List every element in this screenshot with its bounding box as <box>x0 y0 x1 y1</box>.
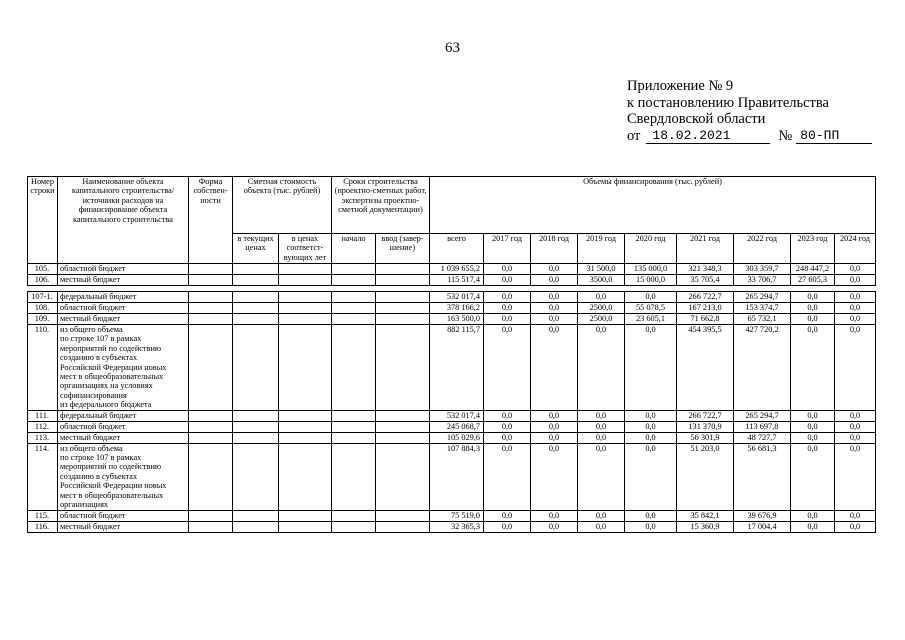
header-estimated-cost: Сметная стоимость объекта (тыс. рублей) <box>233 177 332 234</box>
cell-y2024: 0,0 <box>835 421 876 432</box>
table-row <box>28 264 876 275</box>
cell-total: 532 017,4 <box>430 410 484 421</box>
empty-cell <box>376 510 430 521</box>
cell-y2024: 0,0 <box>835 443 876 510</box>
row-name-cell: из общего объема по строке 107 в рамках мероприятий по содействию созданию в субъектах Российской Федерации новых мест в общеобразовательных организациях <box>58 443 189 510</box>
empty-cell <box>189 264 233 275</box>
empty-cell <box>279 292 332 303</box>
from-label: от <box>627 127 641 144</box>
cell-y2017: 0,0 <box>484 275 531 286</box>
cell-y2024: 0,0 <box>835 275 876 286</box>
empty-cell <box>332 275 376 286</box>
cell-y2021: 56 301,9 <box>677 432 734 443</box>
cell-y2018: 0,0 <box>531 303 578 314</box>
cell-y2021: 454 395,5 <box>677 325 734 411</box>
header-2020: 2020 год <box>625 234 677 264</box>
cell-y2019: 0,0 <box>578 521 625 532</box>
empty-cell <box>376 303 430 314</box>
cell-y2022: 265 294,7 <box>734 410 791 421</box>
cell-total: 115 517,4 <box>430 275 484 286</box>
empty-cell <box>233 264 279 275</box>
cell-y2022: 17 004,4 <box>734 521 791 532</box>
empty-cell <box>233 521 279 532</box>
row-name-cell: местный бюджет <box>58 314 189 325</box>
appendix-header <box>627 78 872 144</box>
empty-cell <box>376 325 430 411</box>
cell-y2017: 0,0 <box>484 421 531 432</box>
cell-y2023: 0,0 <box>791 292 835 303</box>
cell-y2023: 0,0 <box>791 421 835 432</box>
empty-cell <box>279 421 332 432</box>
empty-cell <box>279 521 332 532</box>
cell-y2024: 0,0 <box>835 432 876 443</box>
header-2024: 2024 год <box>835 234 876 264</box>
empty-cell <box>279 275 332 286</box>
empty-cell <box>332 292 376 303</box>
table-row <box>28 410 876 421</box>
cell-y2021: 266 722,7 <box>677 410 734 421</box>
cell-y2019: 0,0 <box>578 410 625 421</box>
cell-total: 245 068,7 <box>430 421 484 432</box>
cell-y2023: 0,0 <box>791 325 835 411</box>
header-2018: 2018 год <box>531 234 578 264</box>
cell-y2019: 0,0 <box>578 325 625 411</box>
decree-number: 80-ПП <box>796 129 872 144</box>
cell-y2020: 135 000,0 <box>625 264 677 275</box>
empty-cell <box>189 292 233 303</box>
header-ownership: Форма собствен-ности <box>189 177 233 264</box>
table-row <box>28 314 876 325</box>
row-number-cell: 116. <box>28 521 58 532</box>
empty-cell <box>233 510 279 521</box>
table-row <box>28 325 876 411</box>
empty-cell <box>376 264 430 275</box>
cell-y2017: 0,0 <box>484 443 531 510</box>
cell-y2017: 0,0 <box>484 521 531 532</box>
cell-y2023: 0,0 <box>791 303 835 314</box>
row-number-cell: 115. <box>28 510 58 521</box>
cell-y2024: 0,0 <box>835 521 876 532</box>
cell-y2018: 0,0 <box>531 510 578 521</box>
cell-y2020: 0,0 <box>625 432 677 443</box>
cell-y2021: 167 213,0 <box>677 303 734 314</box>
row-number-cell: 112. <box>28 421 58 432</box>
decree-date: 18.02.2021 <box>646 129 770 144</box>
cell-y2020: 0,0 <box>625 421 677 432</box>
table-row <box>28 292 876 303</box>
empty-cell <box>376 421 430 432</box>
header-2021: 2021 год <box>677 234 734 264</box>
number-label: № <box>778 127 793 144</box>
header-2017: 2017 год <box>484 234 531 264</box>
empty-cell <box>189 421 233 432</box>
empty-cell <box>279 432 332 443</box>
row-name-cell: федеральный бюджет <box>58 292 189 303</box>
table-row <box>28 432 876 443</box>
header-object-name: Наименование объекта капитального строительства/ источники расходов на финансирование объекта капитального строительства <box>58 177 189 264</box>
empty-cell <box>279 303 332 314</box>
row-number-cell: 111. <box>28 410 58 421</box>
empty-cell <box>233 432 279 443</box>
cell-y2022: 48 727,7 <box>734 432 791 443</box>
empty-cell <box>189 325 233 411</box>
header-start: начало <box>332 234 376 264</box>
empty-cell <box>332 410 376 421</box>
header-financing: Объемы финансирования (тыс. рублей) <box>430 177 876 234</box>
cell-y2024: 0,0 <box>835 314 876 325</box>
row-name-cell: местный бюджет <box>58 521 189 532</box>
empty-cell <box>332 303 376 314</box>
empty-cell <box>279 510 332 521</box>
empty-cell <box>189 314 233 325</box>
empty-cell <box>279 410 332 421</box>
empty-cell <box>376 521 430 532</box>
cell-y2020: 23 605,1 <box>625 314 677 325</box>
cell-total: 107 884,3 <box>430 443 484 510</box>
cell-y2018: 0,0 <box>531 421 578 432</box>
header-2019: 2019 год <box>578 234 625 264</box>
header-row-number: Номер строки <box>28 177 58 264</box>
cell-y2020: 0,0 <box>625 443 677 510</box>
cell-y2022: 56 681,3 <box>734 443 791 510</box>
cell-y2019: 0,0 <box>578 432 625 443</box>
cell-y2024: 0,0 <box>835 303 876 314</box>
cell-y2017: 0,0 <box>484 292 531 303</box>
cell-y2023: 0,0 <box>791 510 835 521</box>
empty-cell <box>233 421 279 432</box>
table-row <box>28 275 876 286</box>
empty-cell <box>189 510 233 521</box>
cell-y2020: 0,0 <box>625 292 677 303</box>
cell-y2024: 0,0 <box>835 292 876 303</box>
cell-y2023: 0,0 <box>791 521 835 532</box>
empty-cell <box>189 303 233 314</box>
row-number-cell: 110. <box>28 325 58 411</box>
header-2023: 2023 год <box>791 234 835 264</box>
table-row <box>28 521 876 532</box>
row-number-cell: 107-1. <box>28 292 58 303</box>
row-name-cell: местный бюджет <box>58 275 189 286</box>
empty-cell <box>376 410 430 421</box>
table-row <box>28 421 876 432</box>
cell-y2017: 0,0 <box>484 432 531 443</box>
cell-y2019: 3500,0 <box>578 275 625 286</box>
cell-y2023: 0,0 <box>791 410 835 421</box>
page-number: 63 <box>445 40 460 56</box>
cell-y2018: 0,0 <box>531 443 578 510</box>
empty-cell <box>332 510 376 521</box>
row-name-cell: федеральный бюджет <box>58 410 189 421</box>
cell-y2022: 303 359,7 <box>734 264 791 275</box>
cell-y2017: 0,0 <box>484 303 531 314</box>
row-number-cell: 114. <box>28 443 58 510</box>
row-name-cell: областной бюджет <box>58 510 189 521</box>
appendix-date-number <box>627 128 872 145</box>
header-corresponding-prices: в ценах соответст-вующих лет <box>279 234 332 264</box>
cell-y2019: 2500,0 <box>578 303 625 314</box>
header-current-prices: в текущих ценах <box>233 234 279 264</box>
empty-cell <box>376 275 430 286</box>
header-total: всего <box>430 234 484 264</box>
empty-cell <box>279 314 332 325</box>
cell-y2018: 0,0 <box>531 410 578 421</box>
cell-y2019: 0,0 <box>578 510 625 521</box>
appendix-line-region: Свердловской области <box>627 111 766 127</box>
empty-cell <box>233 410 279 421</box>
cell-y2020: 0,0 <box>625 510 677 521</box>
empty-cell <box>376 314 430 325</box>
cell-y2024: 0,0 <box>835 325 876 411</box>
empty-cell <box>233 303 279 314</box>
empty-cell <box>189 443 233 510</box>
cell-y2019: 0,0 <box>578 421 625 432</box>
row-name-cell: из общего объема по строке 107 в рамках мероприятий по содействию созданию в субъектах Российской Федерации новых мест в общеобразовательных организациях на условиях софинансирования из федерального бюджета <box>58 325 189 411</box>
cell-y2024: 0,0 <box>835 264 876 275</box>
cell-y2022: 113 697,8 <box>734 421 791 432</box>
cell-y2021: 131 370,9 <box>677 421 734 432</box>
cell-y2018: 0,0 <box>531 264 578 275</box>
empty-cell <box>279 443 332 510</box>
empty-cell <box>189 410 233 421</box>
cell-total: 882 115,7 <box>430 325 484 411</box>
appendix-title: Приложение № 9 <box>627 78 734 94</box>
cell-y2023: 27 605,3 <box>791 275 835 286</box>
cell-y2022: 153 374,7 <box>734 303 791 314</box>
cell-y2018: 0,0 <box>531 292 578 303</box>
empty-cell <box>189 432 233 443</box>
empty-cell <box>332 421 376 432</box>
row-number-cell: 109. <box>28 314 58 325</box>
cell-y2018: 0,0 <box>531 275 578 286</box>
cell-total: 378 166,2 <box>430 303 484 314</box>
empty-cell <box>189 521 233 532</box>
cell-y2019: 0,0 <box>578 443 625 510</box>
empty-cell <box>332 432 376 443</box>
cell-y2024: 0,0 <box>835 510 876 521</box>
cell-y2019: 2500,0 <box>578 314 625 325</box>
cell-y2020: 0,0 <box>625 410 677 421</box>
empty-cell <box>233 275 279 286</box>
empty-cell <box>332 521 376 532</box>
cell-y2022: 39 676,9 <box>734 510 791 521</box>
cell-y2017: 0,0 <box>484 410 531 421</box>
cell-y2019: 31 500,0 <box>578 264 625 275</box>
cell-y2020: 55 078,5 <box>625 303 677 314</box>
cell-total: 163 500,0 <box>430 314 484 325</box>
cell-y2024: 0,0 <box>835 410 876 421</box>
cell-y2021: 51 203,0 <box>677 443 734 510</box>
table-row <box>28 510 876 521</box>
header-commissioning: ввод (завер-шение) <box>376 234 430 264</box>
table-row <box>28 303 876 314</box>
cell-y2017: 0,0 <box>484 510 531 521</box>
cell-y2018: 0,0 <box>531 432 578 443</box>
cell-total: 105 029,6 <box>430 432 484 443</box>
empty-cell <box>233 325 279 411</box>
cell-y2017: 0,0 <box>484 314 531 325</box>
financing-table <box>27 176 876 533</box>
header-deadlines: Сроки строительства (проектно-сметных работ, экспертизы проектно-сметной документации) <box>332 177 430 234</box>
empty-cell <box>376 432 430 443</box>
empty-cell <box>376 292 430 303</box>
cell-y2021: 321 348,3 <box>677 264 734 275</box>
cell-y2019: 0,0 <box>578 292 625 303</box>
cell-y2023: 0,0 <box>791 443 835 510</box>
empty-cell <box>332 325 376 411</box>
row-number-cell: 113. <box>28 432 58 443</box>
empty-cell <box>332 264 376 275</box>
cell-y2021: 35 705,4 <box>677 275 734 286</box>
cell-y2018: 0,0 <box>531 314 578 325</box>
cell-y2018: 0,0 <box>531 325 578 411</box>
cell-y2017: 0,0 <box>484 325 531 411</box>
cell-total: 532 017,4 <box>430 292 484 303</box>
header-2022: 2022 год <box>734 234 791 264</box>
cell-y2023: 0,0 <box>791 432 835 443</box>
empty-cell <box>332 314 376 325</box>
empty-cell <box>233 443 279 510</box>
empty-cell <box>279 264 332 275</box>
cell-total: 1 039 655,2 <box>430 264 484 275</box>
empty-cell <box>279 325 332 411</box>
row-name-cell: местный бюджет <box>58 432 189 443</box>
cell-total: 32 365,3 <box>430 521 484 532</box>
empty-cell <box>376 443 430 510</box>
row-name-cell: областной бюджет <box>58 303 189 314</box>
cell-y2022: 265 294,7 <box>734 292 791 303</box>
empty-cell <box>189 275 233 286</box>
row-name-cell: областной бюджет <box>58 264 189 275</box>
cell-y2021: 15 360,9 <box>677 521 734 532</box>
row-number-cell: 106. <box>28 275 58 286</box>
cell-y2021: 35 842,1 <box>677 510 734 521</box>
cell-y2023: 248 447,2 <box>791 264 835 275</box>
cell-y2022: 427 720,2 <box>734 325 791 411</box>
appendix-line-decree: к постановлению Правительства <box>627 94 829 111</box>
cell-y2020: 15 000,0 <box>625 275 677 286</box>
row-name-cell: областной бюджет <box>58 421 189 432</box>
empty-cell <box>233 314 279 325</box>
cell-y2022: 65 732,1 <box>734 314 791 325</box>
cell-y2021: 266 722,7 <box>677 292 734 303</box>
cell-y2020: 0,0 <box>625 325 677 411</box>
table-row <box>28 443 876 510</box>
row-number-cell: 108. <box>28 303 58 314</box>
cell-y2023: 0,0 <box>791 314 835 325</box>
cell-y2018: 0,0 <box>531 521 578 532</box>
row-number-cell: 105. <box>28 264 58 275</box>
empty-cell <box>332 443 376 510</box>
cell-total: 75 519,0 <box>430 510 484 521</box>
cell-y2022: 33 706,7 <box>734 275 791 286</box>
empty-cell <box>233 292 279 303</box>
table-body <box>28 264 876 533</box>
cell-y2020: 0,0 <box>625 521 677 532</box>
cell-y2017: 0,0 <box>484 264 531 275</box>
cell-y2021: 71 662,8 <box>677 314 734 325</box>
